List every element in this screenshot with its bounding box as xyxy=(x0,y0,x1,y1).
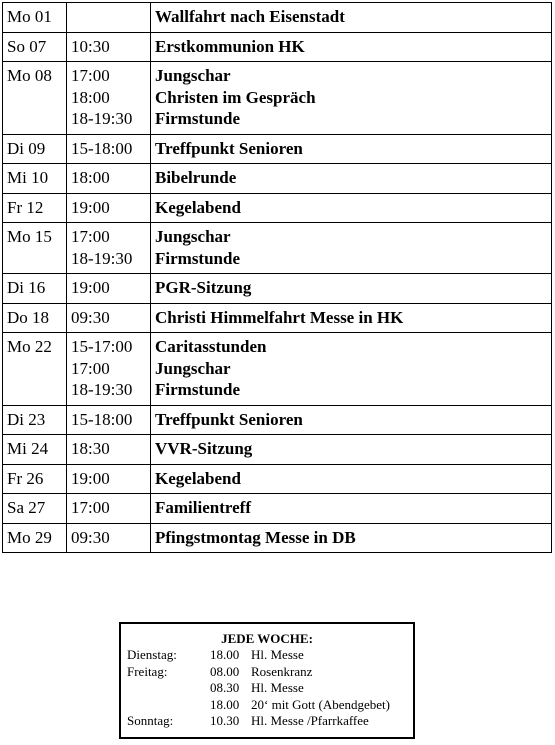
schedule-times xyxy=(67,164,151,194)
schedule-time xyxy=(71,6,146,28)
schedule-row xyxy=(3,62,552,135)
schedule-event: Kegelabend xyxy=(155,468,241,488)
schedule-time: 19:00 xyxy=(71,278,110,297)
schedule-event: Treffpunkt Senioren xyxy=(155,409,303,429)
schedule-body xyxy=(3,3,552,553)
schedule-row xyxy=(3,523,552,553)
schedule-times xyxy=(67,303,151,333)
weekly-row xyxy=(121,680,413,696)
schedule-day: So 07 xyxy=(3,32,67,62)
schedule-time: 09:30 xyxy=(71,307,110,327)
schedule-events xyxy=(151,435,552,465)
weekly-row xyxy=(121,647,413,663)
schedule-row xyxy=(3,3,552,33)
weekly-service: Rosenkranz xyxy=(251,663,313,679)
schedule-day: Mi 24 xyxy=(3,435,67,465)
schedule-row xyxy=(3,435,552,465)
schedule-time: 15-17:00 xyxy=(71,337,133,356)
schedule-time: 18:00 xyxy=(71,87,110,107)
schedule-times xyxy=(67,435,151,465)
schedule-event: Wallfahrt nach Eisenstadt xyxy=(155,7,345,26)
weekly-service: Hl. Messe /Pfarrkaffee xyxy=(251,712,369,728)
schedule-day: Di 23 xyxy=(3,405,67,435)
schedule-times xyxy=(67,464,151,494)
weekly-row xyxy=(121,697,413,713)
weekly-time: 08.00 xyxy=(210,663,240,679)
weekly-time: 08.30 xyxy=(210,680,240,696)
schedule-time: 18:30 xyxy=(71,439,110,458)
schedule-event: Firmstunde xyxy=(155,109,240,128)
schedule-row xyxy=(3,274,552,304)
weekly-time: 18.00 xyxy=(210,696,240,712)
schedule-day: Sa 27 xyxy=(3,494,67,524)
schedule-event: Christi Himmelfahrt Messe in HK xyxy=(155,307,404,327)
schedule-event: Firmstunde xyxy=(155,380,240,399)
schedule-events xyxy=(151,164,552,194)
schedule-events xyxy=(151,134,552,164)
schedule-events xyxy=(151,274,552,304)
schedule-event: Caritasstunden xyxy=(155,337,267,356)
weekly-title: JEDE WOCHE: xyxy=(221,631,313,646)
weekly-row xyxy=(121,713,413,729)
weekly-day: Dienstag: xyxy=(127,647,177,663)
schedule-events xyxy=(151,32,552,62)
schedule-times xyxy=(67,32,151,62)
schedule-time: 18-19:30 xyxy=(71,248,133,268)
schedule-row xyxy=(3,303,552,333)
schedule-day: Fr 26 xyxy=(3,464,67,494)
schedule-events xyxy=(151,303,552,333)
schedule-time: 15-18:00 xyxy=(71,409,133,429)
schedule-time: 18-19:30 xyxy=(71,380,133,399)
schedule-time: 17:00 xyxy=(71,66,110,85)
schedule-events xyxy=(151,193,552,223)
schedule-events xyxy=(151,405,552,435)
schedule-event: Treffpunkt Senioren xyxy=(155,138,303,158)
schedule-table xyxy=(2,2,552,553)
schedule-times xyxy=(67,333,151,406)
schedule-events xyxy=(151,464,552,494)
schedule-time: 17:00 xyxy=(71,498,110,517)
schedule-row xyxy=(3,333,552,406)
schedule-times xyxy=(67,62,151,135)
schedule-events xyxy=(151,3,552,33)
weekly-row xyxy=(121,664,413,680)
schedule-time: 17:00 xyxy=(71,358,110,378)
schedule-day: Mo 01 xyxy=(3,3,67,33)
schedule-event: Pfingstmontag Messe in DB xyxy=(155,527,356,547)
schedule-row xyxy=(3,164,552,194)
schedule-events xyxy=(151,333,552,406)
weekly-box xyxy=(119,622,415,739)
schedule-row xyxy=(3,223,552,274)
schedule-event: Firmstunde xyxy=(155,248,240,268)
schedule-times xyxy=(67,274,151,304)
schedule-times xyxy=(67,405,151,435)
schedule-row xyxy=(3,193,552,223)
schedule-time: 17:00 xyxy=(71,227,110,246)
schedule-times xyxy=(67,223,151,274)
schedule-day: Do 18 xyxy=(3,303,67,333)
schedule-row xyxy=(3,134,552,164)
schedule-row xyxy=(3,494,552,524)
schedule-day: Di 09 xyxy=(3,134,67,164)
schedule-event: Familientreff xyxy=(155,498,251,517)
schedule-time: 09:30 xyxy=(71,527,110,547)
schedule-event: Jungschar xyxy=(155,358,231,378)
schedule-time: 10:30 xyxy=(71,36,110,56)
weekly-day: Freitag: xyxy=(127,663,168,679)
schedule-event: Erstkommunion HK xyxy=(155,36,305,56)
schedule-time: 18:00 xyxy=(71,168,110,187)
weekly-service: 20‘ mit Gott (Abendgebet) xyxy=(251,696,390,712)
schedule-row xyxy=(3,32,552,62)
schedule-day: Fr 12 xyxy=(3,193,67,223)
weekly-day: Sonntag: xyxy=(127,712,174,728)
weekly-rows xyxy=(121,647,413,729)
schedule-time: 15-18:00 xyxy=(71,138,133,158)
schedule-day: Mo 08 xyxy=(3,62,67,135)
schedule-events xyxy=(151,494,552,524)
schedule-time: 18-19:30 xyxy=(71,109,133,128)
schedule-day: Di 16 xyxy=(3,274,67,304)
schedule-events xyxy=(151,523,552,553)
schedule-times xyxy=(67,3,151,33)
schedule-event: Kegelabend xyxy=(155,197,241,217)
schedule-day: Mo 22 xyxy=(3,333,67,406)
weekly-service: Hl. Messe xyxy=(251,647,304,663)
schedule-row xyxy=(3,464,552,494)
schedule-event: PGR-Sitzung xyxy=(155,278,252,297)
schedule-times xyxy=(67,134,151,164)
schedule-events xyxy=(151,62,552,135)
schedule-day: Mo 29 xyxy=(3,523,67,553)
schedule-day: Mi 10 xyxy=(3,164,67,194)
weekly-service: Hl. Messe xyxy=(251,680,304,696)
schedule-time: 19:00 xyxy=(71,197,110,217)
schedule-day: Mo 15 xyxy=(3,223,67,274)
schedule-event: Jungschar xyxy=(155,227,231,246)
schedule-event: VVR-Sitzung xyxy=(155,439,253,458)
weekly-time: 18.00 xyxy=(210,647,240,663)
schedule-event: Christen im Gespräch xyxy=(155,87,316,107)
schedule-times xyxy=(67,494,151,524)
schedule-event: Jungschar xyxy=(155,66,231,85)
schedule-time: 19:00 xyxy=(71,468,110,488)
schedule-times xyxy=(67,523,151,553)
schedule-row xyxy=(3,405,552,435)
schedule-event: Bibelrunde xyxy=(155,168,237,187)
weekly-time: 10.30 xyxy=(210,712,240,728)
schedule-events xyxy=(151,223,552,274)
schedule-times xyxy=(67,193,151,223)
